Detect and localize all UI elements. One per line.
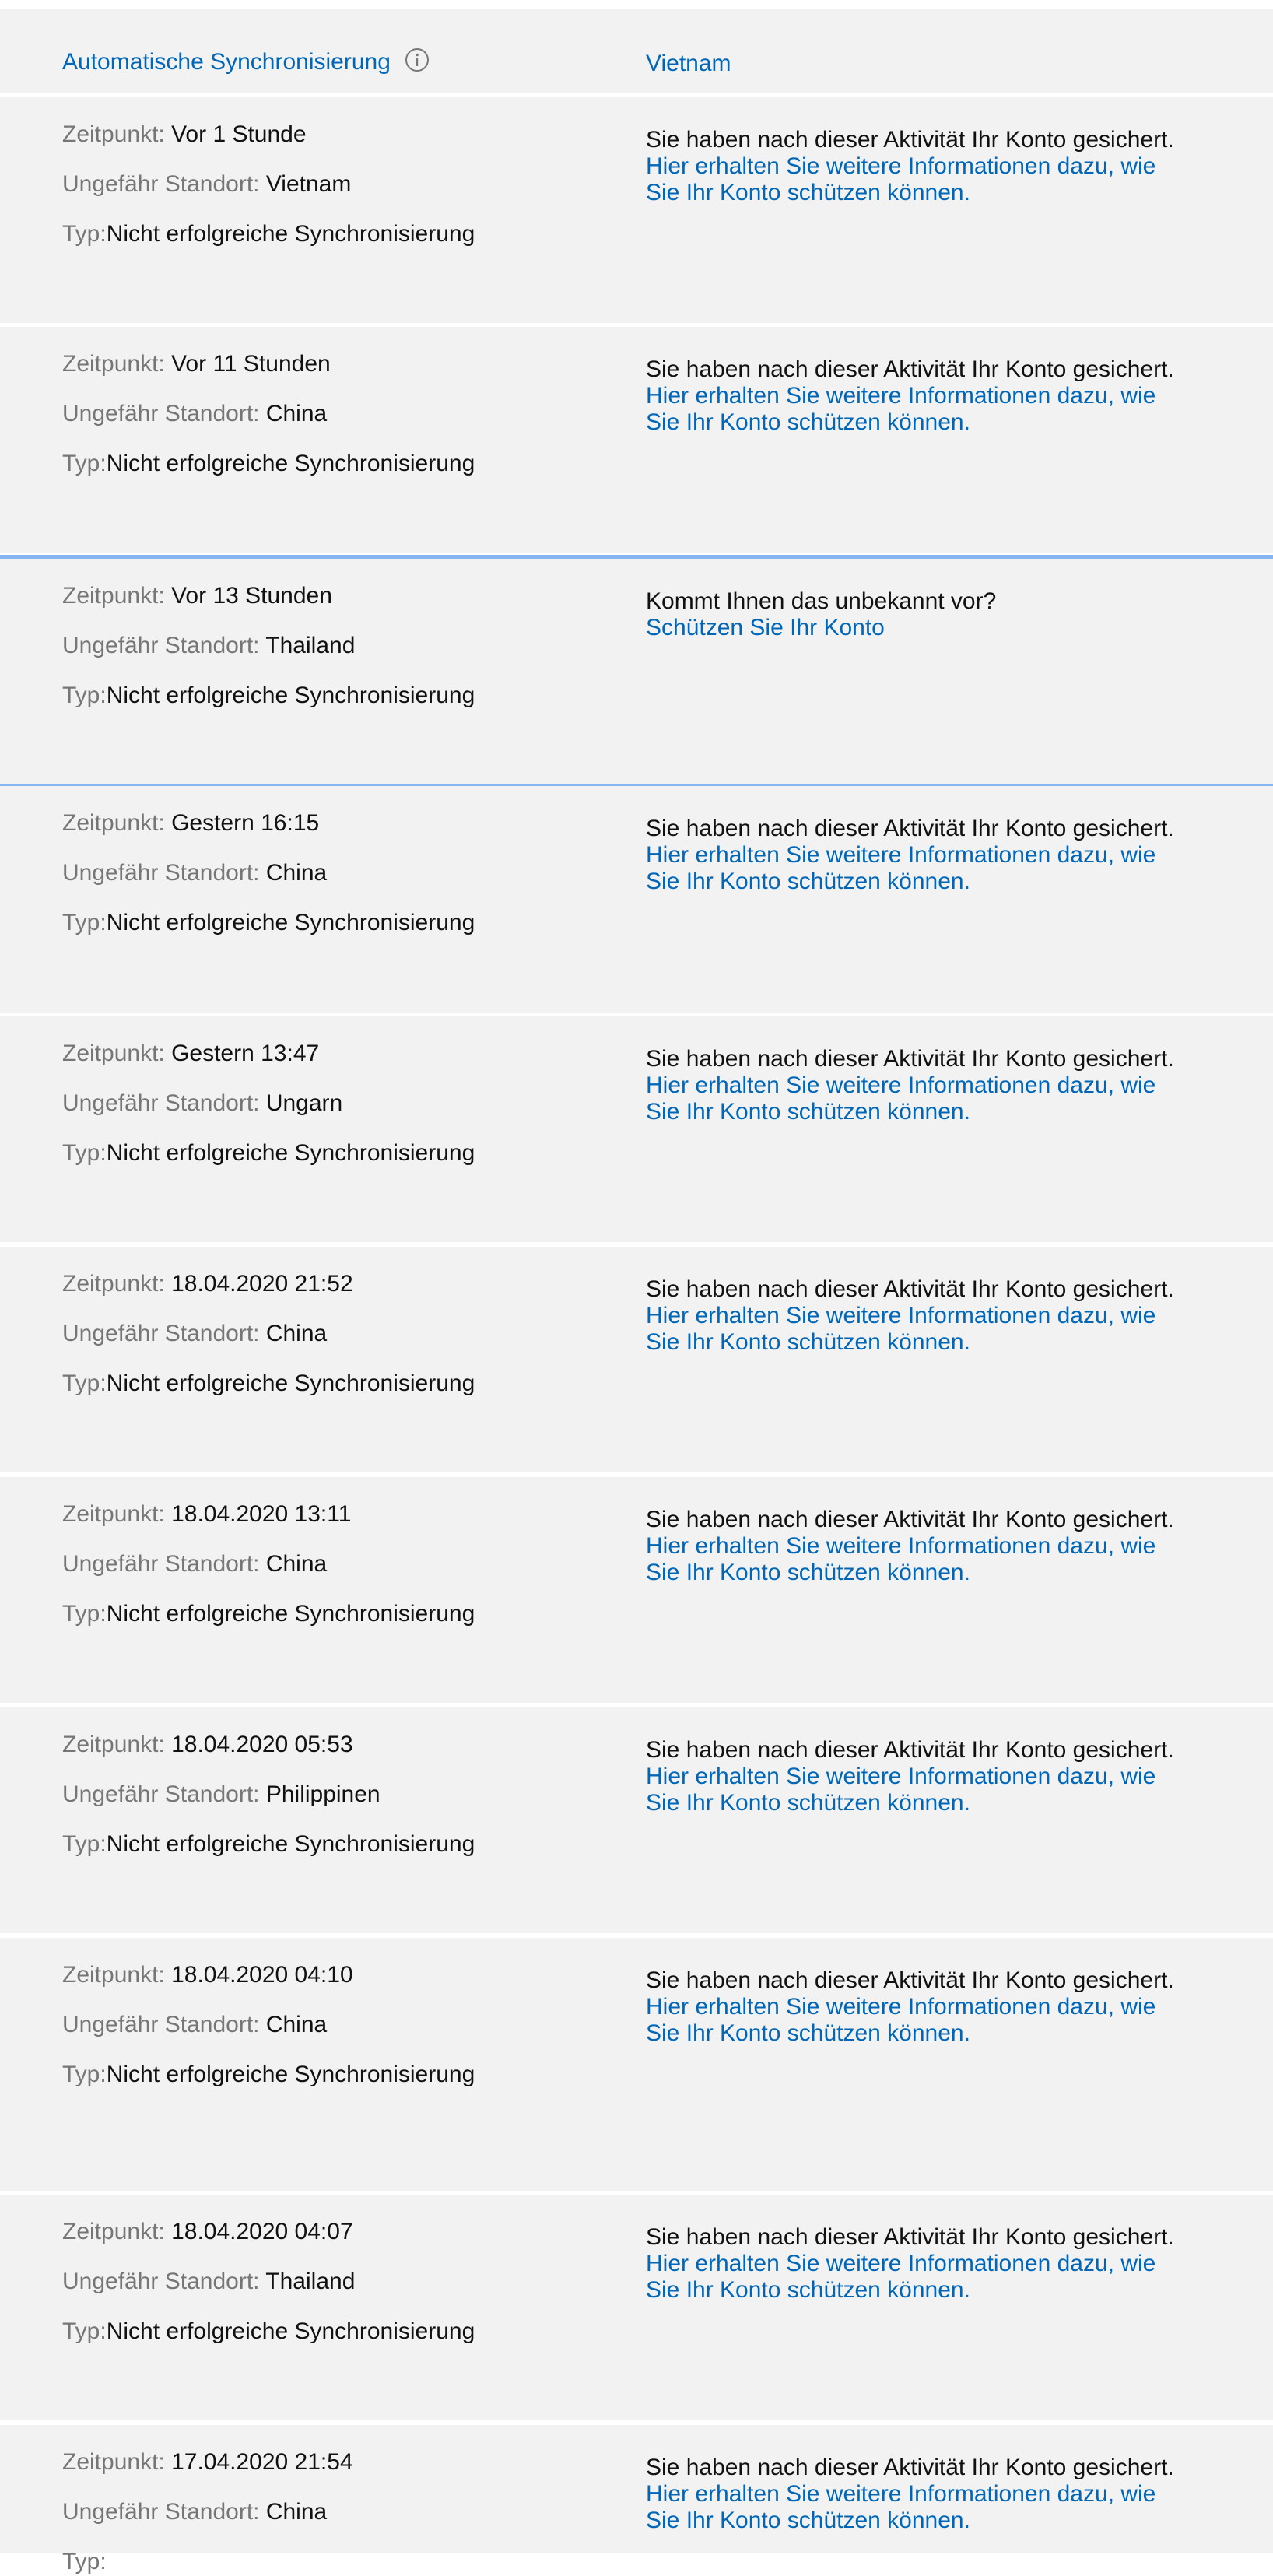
activity-info bbox=[646, 1967, 1253, 2047]
time-field bbox=[62, 582, 332, 610]
type-value: Nicht erfolgreiche Synchronisierung bbox=[106, 451, 475, 476]
type-field bbox=[62, 909, 475, 937]
location-value: China bbox=[265, 1321, 328, 1346]
activity-entry[interactable] bbox=[0, 786, 1273, 1013]
time-field bbox=[62, 1270, 353, 1298]
activity-entry[interactable] bbox=[0, 2425, 1273, 2574]
location-field bbox=[62, 1781, 380, 1809]
activity-message: Sie haben nach dieser Aktivität Ihr Konto gesichert. bbox=[646, 1046, 1174, 1072]
type-value: Nicht erfolgreiche Synchronisierung bbox=[106, 1831, 475, 1857]
auto-sync-link[interactable]: Automatische Synchronisierung bbox=[62, 49, 391, 75]
activity-entry-highlighted[interactable] bbox=[0, 555, 1273, 788]
activity-entry[interactable] bbox=[0, 1707, 1273, 1933]
activity-message: Sie haben nach dieser Aktivität Ihr Konto gesichert. bbox=[646, 2455, 1174, 2480]
activity-entry[interactable] bbox=[0, 2195, 1273, 2420]
type-value: Nicht erfolgreiche Synchronisierung bbox=[106, 1370, 475, 1396]
time-field bbox=[62, 1040, 319, 1068]
type-field bbox=[62, 220, 475, 248]
location-value: Thailand bbox=[265, 2269, 356, 2294]
location-label: Ungefähr Standort: bbox=[62, 860, 266, 886]
type-value: Nicht erfolgreiche Synchronisierung bbox=[106, 221, 475, 247]
time-label: Zeitpunkt: bbox=[62, 1041, 172, 1066]
activity-info bbox=[646, 816, 1253, 895]
info-icon[interactable] bbox=[405, 47, 430, 72]
type-value: Nicht erfolgreiche Synchronisierung bbox=[106, 683, 475, 708]
activity-message: Sie haben nach dieser Aktivität Ihr Konto gesichert. bbox=[646, 816, 1174, 841]
activity-entry[interactable] bbox=[0, 1247, 1273, 1472]
protect-account-link[interactable]: Schützen Sie Ihr Konto bbox=[646, 615, 885, 640]
location-field bbox=[62, 1090, 342, 1118]
location-label: Ungefähr Standort: bbox=[62, 1551, 266, 1577]
location-field bbox=[62, 859, 327, 887]
time-value: Vor 13 Stunden bbox=[171, 583, 332, 609]
type-field bbox=[62, 2548, 107, 2576]
time-label: Zeitpunkt: bbox=[62, 810, 172, 836]
type-value: Nicht erfolgreiche Synchronisierung bbox=[106, 2318, 475, 2344]
type-value: Nicht erfolgreiche Synchronisierung bbox=[106, 1140, 475, 1166]
activity-entry[interactable] bbox=[0, 97, 1273, 323]
time-field bbox=[62, 1500, 351, 1528]
location-label: Ungefähr Standort: bbox=[62, 2269, 266, 2294]
type-label: Typ: bbox=[62, 1140, 107, 1166]
protect-account-link[interactable]: Hier erhalten Sie weitere Informationen dazu, wie Sie Ihr Konto schützen können. bbox=[646, 383, 1156, 435]
sync-header-row bbox=[0, 9, 1273, 93]
header-location-link[interactable]: Vietnam bbox=[646, 51, 731, 76]
protect-account-link[interactable]: Hier erhalten Sie weitere Informationen dazu, wie Sie Ihr Konto schützen können. bbox=[646, 1994, 1156, 2046]
protect-account-link[interactable]: Hier erhalten Sie weitere Informationen dazu, wie Sie Ihr Konto schützen können. bbox=[646, 1303, 1156, 1355]
type-label: Typ: bbox=[62, 451, 107, 476]
time-label: Zeitpunkt: bbox=[62, 583, 172, 609]
time-value: Vor 11 Stunden bbox=[171, 351, 331, 377]
time-field bbox=[62, 121, 307, 149]
time-field bbox=[62, 1961, 353, 1989]
activity-entry[interactable] bbox=[0, 1938, 1273, 2191]
type-label: Typ: bbox=[62, 2062, 107, 2087]
activity-info bbox=[646, 2455, 1253, 2534]
activity-entry[interactable] bbox=[0, 1016, 1273, 1242]
location-value: China bbox=[265, 2499, 328, 2525]
type-value: Nicht erfolgreiche Synchronisierung bbox=[106, 2062, 475, 2087]
protect-account-link[interactable]: Hier erhalten Sie weitere Informationen dazu, wie Sie Ihr Konto schützen können. bbox=[646, 2481, 1156, 2533]
activity-message: Sie haben nach dieser Aktivität Ihr Konto gesichert. bbox=[646, 1507, 1174, 1532]
time-field bbox=[62, 2448, 353, 2476]
time-field bbox=[62, 2218, 353, 2246]
location-value: Thailand bbox=[265, 633, 356, 658]
time-field bbox=[62, 809, 319, 837]
protect-account-link[interactable]: Hier erhalten Sie weitere Informationen dazu, wie Sie Ihr Konto schützen können. bbox=[646, 1072, 1156, 1125]
type-field bbox=[62, 1600, 475, 1628]
time-field bbox=[62, 350, 331, 378]
activity-message: Sie haben nach dieser Aktivität Ihr Konto gesichert. bbox=[646, 356, 1174, 382]
location-field bbox=[62, 400, 327, 428]
time-value: 17.04.2020 21:54 bbox=[171, 2449, 353, 2475]
location-label: Ungefähr Standort: bbox=[62, 1090, 266, 1116]
time-value: 18.04.2020 21:52 bbox=[171, 1271, 353, 1297]
type-field bbox=[62, 2318, 475, 2346]
type-label: Typ: bbox=[62, 2318, 107, 2344]
location-label: Ungefähr Standort: bbox=[62, 2012, 266, 2037]
type-field bbox=[62, 682, 475, 710]
time-label: Zeitpunkt: bbox=[62, 1732, 172, 1757]
location-field bbox=[62, 170, 351, 198]
activity-info bbox=[646, 1276, 1253, 1356]
time-label: Zeitpunkt: bbox=[62, 1271, 172, 1297]
type-label: Typ: bbox=[62, 1370, 107, 1396]
location-value: China bbox=[265, 860, 328, 886]
location-field bbox=[62, 632, 355, 660]
protect-account-link[interactable]: Hier erhalten Sie weitere Informationen dazu, wie Sie Ihr Konto schützen können. bbox=[646, 153, 1156, 205]
type-label: Typ: bbox=[62, 683, 107, 708]
activity-info bbox=[646, 1046, 1253, 1125]
location-value: China bbox=[265, 1551, 328, 1577]
location-label: Ungefähr Standort: bbox=[62, 1781, 266, 1807]
time-value: 18.04.2020 13:11 bbox=[171, 1501, 352, 1527]
activity-message: Sie haben nach dieser Aktivität Ihr Konto gesichert. bbox=[646, 2224, 1174, 2250]
protect-account-link[interactable]: Hier erhalten Sie weitere Informationen dazu, wie Sie Ihr Konto schützen können. bbox=[646, 1533, 1156, 1585]
activity-info bbox=[646, 588, 1253, 641]
activity-message: Sie haben nach dieser Aktivität Ihr Konto gesichert. bbox=[646, 1276, 1174, 1302]
time-label: Zeitpunkt: bbox=[62, 351, 172, 377]
location-value: Philippinen bbox=[265, 1781, 380, 1807]
activity-message: Kommt Ihnen das unbekannt vor? bbox=[646, 588, 997, 614]
location-value: Ungarn bbox=[265, 1090, 343, 1116]
time-value: Gestern 16:15 bbox=[171, 810, 320, 836]
type-value: Nicht erfolgreiche Synchronisierung bbox=[106, 1601, 475, 1627]
location-label: Ungefähr Standort: bbox=[62, 2499, 266, 2525]
type-field bbox=[62, 2061, 475, 2089]
activity-message: Sie haben nach dieser Aktivität Ihr Konto gesichert. bbox=[646, 1967, 1174, 1993]
activity-entry[interactable] bbox=[0, 1477, 1273, 1703]
type-field bbox=[62, 1370, 475, 1398]
location-value: China bbox=[265, 401, 328, 426]
location-field bbox=[62, 2268, 355, 2296]
protect-account-link[interactable]: Hier erhalten Sie weitere Informationen dazu, wie Sie Ihr Konto schützen können. bbox=[646, 842, 1156, 894]
time-value: 18.04.2020 04:07 bbox=[171, 2219, 353, 2244]
activity-message: Sie haben nach dieser Aktivität Ihr Konto gesichert. bbox=[646, 127, 1174, 153]
activity-info bbox=[646, 1737, 1253, 1816]
location-value: China bbox=[265, 2012, 328, 2037]
location-label: Ungefähr Standort: bbox=[62, 401, 266, 426]
type-label: Typ: bbox=[62, 910, 107, 935]
activity-info bbox=[646, 356, 1253, 436]
location-value: Vietnam bbox=[265, 171, 352, 197]
time-label: Zeitpunkt: bbox=[62, 1501, 172, 1527]
activity-message: Sie haben nach dieser Aktivität Ihr Konto gesichert. bbox=[646, 1737, 1174, 1763]
type-value: Nicht erfolgreiche Synchronisierung bbox=[106, 910, 475, 935]
time-field bbox=[62, 1731, 353, 1759]
type-field bbox=[62, 1830, 475, 1858]
location-field bbox=[62, 1550, 327, 1578]
type-field bbox=[62, 450, 475, 478]
type-label: Typ: bbox=[62, 221, 107, 247]
type-label: Typ: bbox=[62, 2549, 107, 2574]
location-field bbox=[62, 2011, 327, 2039]
protect-account-link[interactable]: Hier erhalten Sie weitere Informationen dazu, wie Sie Ihr Konto schützen können. bbox=[646, 1764, 1156, 1816]
type-label: Typ: bbox=[62, 1831, 107, 1857]
activity-info bbox=[646, 2224, 1253, 2304]
type-label: Typ: bbox=[62, 1601, 107, 1627]
time-label: Zeitpunkt: bbox=[62, 2219, 172, 2244]
activity-entry[interactable] bbox=[0, 327, 1273, 553]
time-value: 18.04.2020 05:53 bbox=[171, 1732, 353, 1757]
activity-info bbox=[646, 1507, 1253, 1586]
time-value: Vor 1 Stunde bbox=[171, 121, 307, 147]
activity-info bbox=[646, 127, 1253, 206]
time-value: 18.04.2020 04:10 bbox=[171, 1962, 353, 1988]
time-label: Zeitpunkt: bbox=[62, 2449, 172, 2475]
location-field bbox=[62, 2498, 327, 2526]
location-label: Ungefähr Standort: bbox=[62, 1321, 266, 1346]
time-label: Zeitpunkt: bbox=[62, 1962, 172, 1988]
protect-account-link[interactable]: Hier erhalten Sie weitere Informationen dazu, wie Sie Ihr Konto schützen können. bbox=[646, 2251, 1156, 2303]
type-field bbox=[62, 1139, 475, 1167]
time-label: Zeitpunkt: bbox=[62, 121, 172, 147]
location-field bbox=[62, 1320, 327, 1348]
location-label: Ungefähr Standort: bbox=[62, 171, 266, 197]
time-value: Gestern 13:47 bbox=[171, 1041, 320, 1066]
location-label: Ungefähr Standort: bbox=[62, 633, 266, 658]
